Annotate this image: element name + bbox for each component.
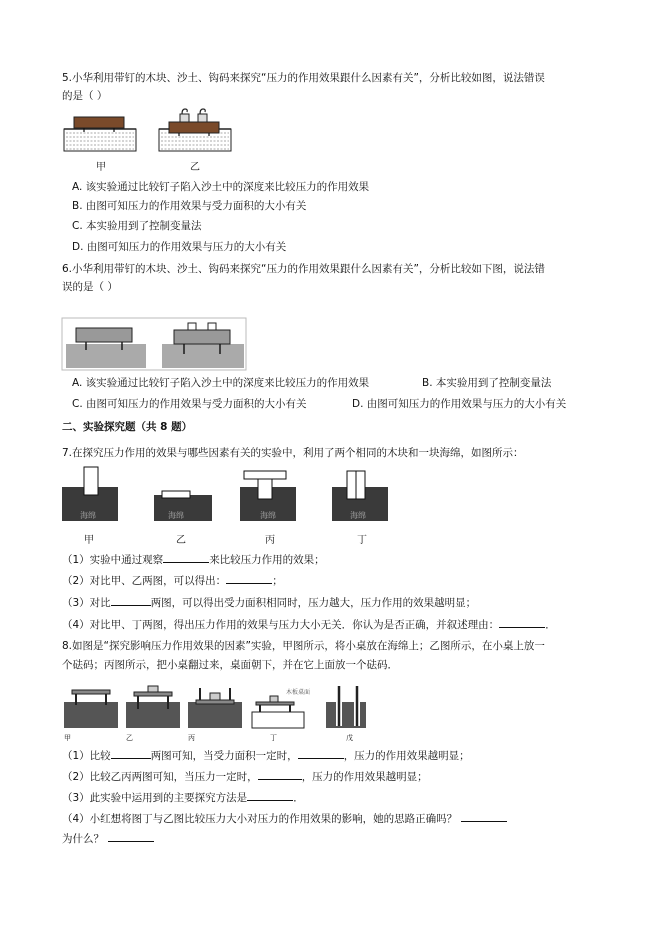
q7-sub2-suffix: ； (272, 575, 283, 587)
q7-label-yi: 乙 (176, 535, 186, 546)
q7-stem: 7.在探究压力作用的效果与哪些因素有关的实验中，利用了两个相同的木块和一块海绵，如图所示： (62, 447, 524, 459)
q5-fig-jia (64, 117, 136, 151)
q7-sub3-blank[interactable] (111, 595, 151, 606)
q8-sub1-blank2[interactable] (298, 748, 344, 759)
q8-fig-ding (252, 696, 304, 728)
q7-sub1-blank[interactable] (163, 552, 209, 563)
q7-sub3 (62, 595, 476, 610)
q8-sub2-suffix: ，压力的作用效果越明显； (301, 771, 428, 783)
q8-label-ding: 丁 (270, 734, 277, 742)
q8-sub2-blank[interactable] (258, 769, 302, 780)
q6-option-b: B. 本实验用到了控制变量法 (422, 377, 552, 389)
q5-option-b: B. 由图可知压力的作用效果与受力面积的大小有关 (72, 200, 307, 212)
q6-option-d: D. 由图可知压力的作用效果与压力的大小有关 (352, 398, 567, 410)
section-2-title: 二、实验探究题（共 8 题） (62, 421, 193, 433)
q7-sub4 (62, 617, 556, 632)
q7-sub1 (62, 552, 325, 567)
q8-sub1-blank1[interactable] (111, 748, 151, 759)
q8-sub2-prefix: （2）比较乙丙两图可知，当压力一定时， (62, 771, 258, 783)
q5-stem-line1: 5.小华利用带钉的木块、沙土、钩码来探究“压力的作用效果跟什么因素有关”，分析比较如图，说法错误 (62, 72, 545, 84)
q7-sub4-blank[interactable] (499, 617, 545, 628)
q8-sub4-blank1[interactable] (461, 811, 507, 822)
q8-stem-line1: 8.如图是“探究影响压力作用效果的因素”实验，甲图所示，将小桌放在海绵上；乙图所示，在小桌上放一 (62, 640, 545, 652)
q6-figure (62, 318, 252, 370)
q8-sub1-suffix: ，压力的作用效果越明显； (343, 750, 470, 762)
q8-fig-yi (126, 686, 180, 728)
q5-fig-yi (159, 109, 231, 151)
q8-fig-bing (188, 688, 242, 728)
q7-sub2-blank[interactable] (226, 573, 272, 584)
q8-sub4-why: 为什么？ (62, 833, 104, 845)
q7-sub3-prefix: （3）对比 (62, 597, 111, 609)
q8-sub2 (62, 769, 428, 784)
q7-sponge-label-jia: 海绵 (80, 511, 96, 520)
q6-option-c: C. 由图可知压力的作用效果与受力面积的大小有关 (72, 398, 307, 410)
q5-label-jia: 甲 (96, 162, 106, 173)
q7-figure (62, 465, 442, 523)
q8-sub3-prefix: （3）此实验中运用到的主要探究方法是 (62, 792, 248, 804)
q7-sub1-suffix: 来比较压力作用的效果； (209, 554, 325, 566)
q7-label-ding: 丁 (357, 535, 367, 546)
q8-sub3-blank[interactable] (247, 790, 293, 801)
q8-label-yi: 乙 (126, 734, 133, 742)
q5-figure (62, 105, 262, 155)
q8-sub4-line2 (62, 831, 154, 846)
q5-stem-line2: 的是（ ） (62, 90, 108, 102)
q8-fig-jia (64, 690, 118, 728)
q6-stem-line1: 6.小华利用带钉的木块、沙土、钩码来探究“压力的作用效果跟什么因素有关”，分析比较如下图，说法错 (62, 263, 545, 275)
q7-sub2-prefix: （2）对比甲、乙两图，可以得出： (62, 575, 227, 587)
q5-option-c: C. 本实验用到了控制变量法 (72, 220, 202, 232)
q8-sub1-middle: 两图可知，当受力面积一定时， (150, 750, 298, 762)
q8-sub4 (62, 811, 507, 826)
q8-stem-line2: 个砝码；丙图所示，把小桌翻过来，桌面朝下，并在它上面放一个砝码． (62, 659, 398, 671)
q8-label-jia: 甲 (64, 734, 71, 742)
q8-label-wu: 戊 (346, 734, 353, 742)
q8-sub4-blank2[interactable] (108, 831, 154, 842)
q8-sub4-prefix: （4）小红想将图丁与乙图比较压力大小对压力的作用效果的影响，她的思路正确吗？ (62, 813, 458, 825)
q7-sponge-label-ding: 海绵 (350, 511, 366, 520)
q6-stem-line2: 误的是（ ） (62, 281, 118, 293)
q8-table-label: 木板桌面 (286, 689, 311, 696)
q7-label-jia: 甲 (84, 535, 94, 546)
q7-label-bing: 丙 (265, 535, 275, 546)
q5-option-a: A. 该实验通过比较钉子陷入沙土中的深度来比较压力的作用效果 (72, 181, 370, 193)
q7-sub4-prefix: （4）对比甲、丁两图，得出压力作用的效果与压力大小无关．你认为是否正确，并叙述理由： (62, 619, 500, 631)
q7-sponge-label-yi: 海绵 (168, 511, 184, 520)
q6-option-a: A. 该实验通过比较钉子陷入沙土中的深度来比较压力的作用效果 (72, 377, 370, 389)
q8-sub1 (62, 748, 470, 763)
q8-label-bing: 丙 (188, 734, 195, 742)
q7-sponge-label-bing: 海绵 (260, 511, 276, 520)
q8-sub1-prefix: （1）比较 (62, 750, 111, 762)
q8-sub3-suffix: ． (293, 792, 304, 804)
q5-label-yi: 乙 (190, 162, 200, 173)
q7-sub3-suffix: 两图，可以得出受力面积相同时，压力越大，压力作用的效果越明显； (150, 597, 477, 609)
q8-fig-wu (326, 686, 366, 728)
q8-sub3 (62, 790, 304, 805)
q7-sub4-suffix: ． (545, 619, 556, 631)
q8-figure (62, 684, 382, 730)
q5-option-d: D. 由图可知压力的作用效果与压力的大小有关 (72, 241, 287, 253)
q7-sub2 (62, 573, 283, 588)
q7-sub1-prefix: （1）实验中通过观察 (62, 554, 164, 566)
